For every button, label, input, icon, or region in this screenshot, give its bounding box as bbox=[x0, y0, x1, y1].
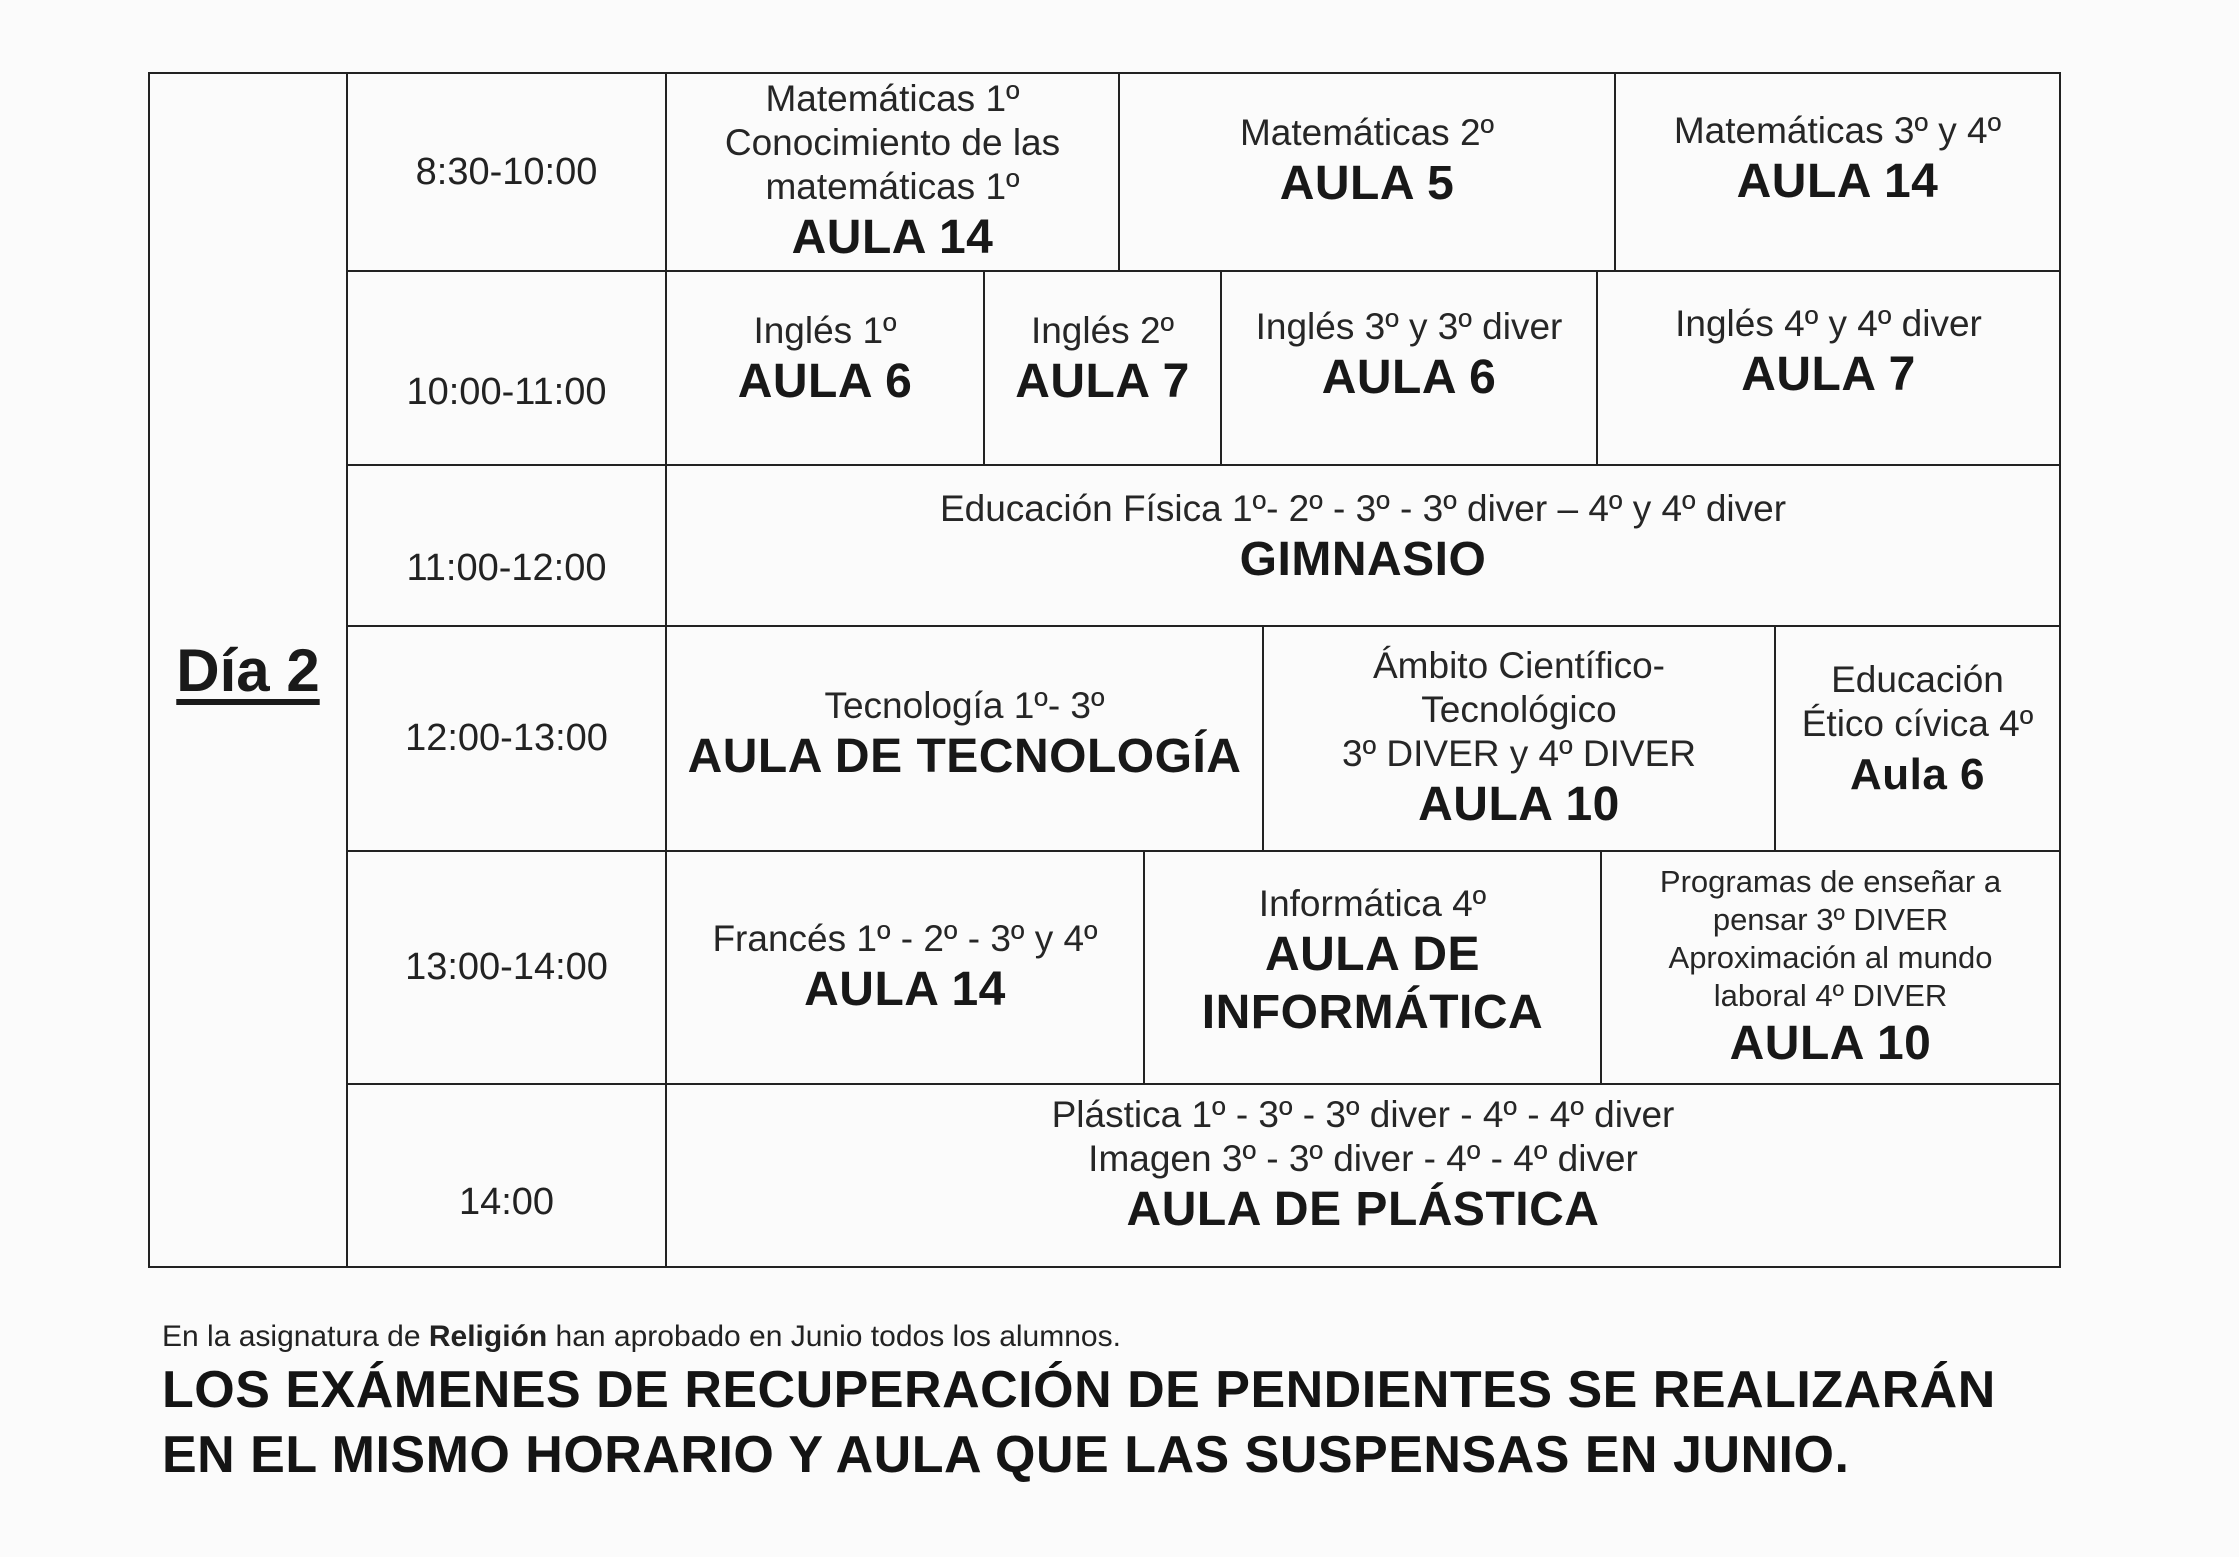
exam-cell bbox=[1145, 852, 1600, 1083]
subject-line: Imagen 3º - 3º diver - 4º - 4º diver bbox=[1088, 1137, 1638, 1179]
subject-line: laboral 4º DIVER bbox=[1713, 977, 1948, 1013]
subject-line: Matemáticas 3º y 4º bbox=[1673, 110, 2002, 151]
subject-line: Programas de enseñar a bbox=[1659, 863, 2002, 899]
time-cell bbox=[348, 627, 665, 850]
religion-note bbox=[162, 1320, 1121, 1354]
headline-line: LOS EXÁMENES DE RECUPERACIÓN DE PENDIENTES SE REALIZARÁN bbox=[162, 1361, 1996, 1419]
room-label: AULA 10 bbox=[1418, 777, 1620, 831]
room-label: AULA 14 bbox=[791, 211, 994, 264]
exam-cell bbox=[667, 74, 1118, 270]
room-label: AULA 6 bbox=[1321, 351, 1497, 404]
note-text: han aprobado en Junio todos los alumnos. bbox=[547, 1320, 1121, 1353]
time-cell bbox=[348, 852, 665, 1083]
subject-line: Ámbito Científico- bbox=[1373, 644, 1665, 686]
room-label: AULA 14 bbox=[1736, 155, 1939, 208]
exam-cell bbox=[667, 272, 983, 464]
day-cell bbox=[150, 74, 346, 1266]
subject-line: pensar 3º DIVER bbox=[1712, 901, 1949, 937]
time-cell bbox=[348, 1085, 665, 1266]
note-bold-subject: Religión bbox=[428, 1320, 548, 1353]
time-label: 8:30-10:00 bbox=[415, 150, 598, 193]
time-cell bbox=[348, 272, 665, 464]
exam-cell bbox=[1616, 74, 2059, 270]
subject-line: Aproximación al mundo bbox=[1668, 939, 1993, 975]
exam-cell bbox=[1264, 627, 1774, 850]
room-label: AULA 6 bbox=[737, 355, 913, 408]
exam-cell bbox=[667, 852, 1143, 1083]
exam-cell bbox=[1776, 627, 2059, 850]
subject-line: Inglés 1º bbox=[753, 310, 897, 351]
subject-line: Francés 1º - 2º - 3º y 4º bbox=[712, 917, 1098, 959]
room-label: AULA 7 bbox=[1741, 348, 1916, 401]
time-label: 12:00-13:00 bbox=[405, 717, 608, 759]
subject-line: Plástica 1º - 3º - 3º diver - 4º - 4º diver bbox=[1051, 1093, 1675, 1135]
room-label: AULA DE bbox=[1264, 927, 1481, 981]
exam-cell bbox=[1602, 852, 2059, 1083]
room-label: AULA 7 bbox=[1015, 355, 1190, 408]
subject-line: Educación bbox=[1831, 658, 2004, 700]
subject-line: Educación Física 1º- 2º - 3º - 3º diver – 4º y 4º diver bbox=[939, 487, 1787, 529]
subject-line: Conocimiento de las bbox=[724, 122, 1061, 163]
time-cell bbox=[348, 466, 665, 625]
room-label: Aula 6 bbox=[1849, 749, 1986, 799]
subject-line: Inglés 3º y 3º diver bbox=[1255, 306, 1563, 347]
time-label: 10:00-11:00 bbox=[406, 371, 607, 413]
subject-line: matemáticas 1º bbox=[765, 166, 1020, 207]
headline-line: EN EL MISMO HORARIO Y AULA QUE LAS SUSPENSAS EN JUNIO. bbox=[162, 1426, 1850, 1484]
time-label: 13:00-14:00 bbox=[405, 946, 608, 988]
time-label: 11:00-12:00 bbox=[406, 547, 607, 589]
subject-line: Matemáticas 2º bbox=[1239, 112, 1495, 153]
room-label: AULA 14 bbox=[804, 962, 1006, 1016]
exam-cell bbox=[1598, 272, 2059, 464]
time-cell bbox=[348, 74, 665, 270]
subject-line: Inglés 2º bbox=[1030, 310, 1175, 351]
exam-cell bbox=[667, 466, 2059, 625]
note-text: En la asignatura de bbox=[162, 1320, 429, 1353]
exam-cell bbox=[1120, 74, 1614, 270]
room-label: INFORMÁTICA bbox=[1201, 985, 1544, 1039]
subject-line: Informática 4º bbox=[1258, 882, 1487, 924]
subject-line: Tecnología 1º- 3º bbox=[824, 684, 1105, 726]
room-label: AULA 5 bbox=[1279, 157, 1455, 210]
exam-cell bbox=[667, 1085, 2059, 1266]
exam-cell bbox=[1222, 272, 1596, 464]
subject-line: Tecnológico bbox=[1421, 688, 1617, 730]
time-label: 14:00 bbox=[458, 1181, 555, 1223]
subject-line: 3º DIVER y 4º DIVER bbox=[1342, 732, 1696, 774]
room-label: AULA DE TECNOLOGÍA bbox=[687, 729, 1242, 783]
exam-cell bbox=[667, 627, 1262, 850]
room-label: AULA DE PLÁSTICA bbox=[1126, 1182, 1600, 1236]
exam-cell bbox=[985, 272, 1220, 464]
room-label: AULA 10 bbox=[1729, 1016, 1932, 1070]
room-label: GIMNASIO bbox=[1239, 532, 1487, 586]
subject-line: Matemáticas 1º bbox=[765, 78, 1020, 119]
subject-line: Ético cívica 4º bbox=[1801, 702, 2034, 744]
subject-line: Inglés 4º y 4º diver bbox=[1675, 303, 1982, 344]
day-label: Día 2 bbox=[176, 636, 320, 704]
